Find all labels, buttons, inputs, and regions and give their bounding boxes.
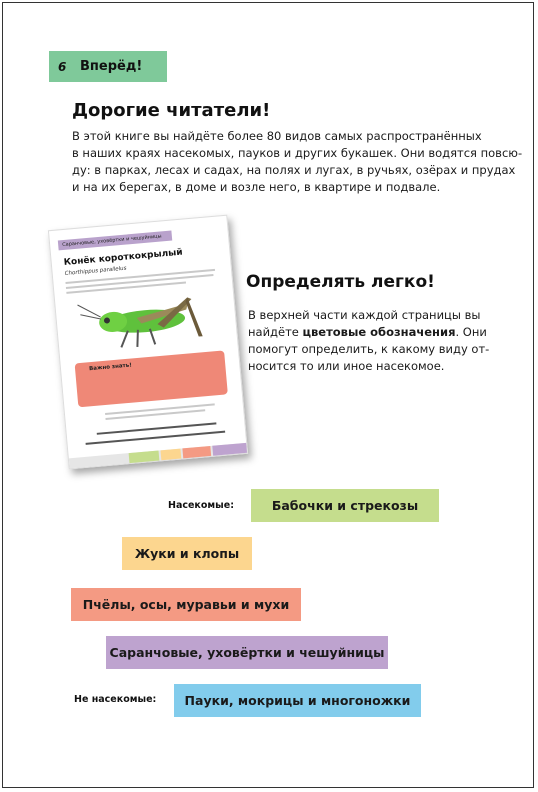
section-header [49, 51, 167, 82]
easy-line [248, 324, 489, 341]
page-number: 6 [58, 59, 67, 74]
easy-line: В верхней части каждой страницы вы [248, 308, 481, 322]
intro-line: ду: в парках, лесах и садах, на полях и лугах, в ручьях, озёрах и прудах [72, 163, 516, 177]
important-note-box [75, 350, 228, 407]
non-insects-label: Не насекомые: [74, 694, 157, 705]
sample-page-tab: Саранчовые, уховёртки и чешуйницы [58, 231, 172, 251]
sample-page-title: Конёк короткокрылый [63, 247, 184, 269]
sample-page-latin: Chorthippus parallelus [64, 265, 127, 277]
insects-label: Насекомые: [168, 500, 235, 511]
intro-paragraph [72, 128, 523, 196]
intro-title: Дорогие читатели! [72, 100, 271, 121]
grasshopper-illustration [75, 285, 220, 357]
easy-line-suffix: . Они [455, 325, 487, 339]
intro-line: и на их берегах, в доме и возле него, в квартире и подвале. [72, 180, 441, 194]
easy-line: помогут определить, к какому виду от- [248, 342, 490, 356]
easy-title: Определять легко! [246, 272, 435, 292]
color-chip [212, 443, 247, 456]
important-note-title: Важно знать! [88, 362, 133, 373]
color-codes-term: цветовые обозначения [302, 325, 456, 339]
category-butterflies: Бабочки и стрекозы [251, 489, 439, 522]
color-chip [129, 450, 160, 463]
easy-line: носится то или иное насекомое. [248, 359, 445, 373]
color-chip [160, 449, 181, 461]
intro-line: в наших краях насекомых, пауков и других букашек. Они водятся повсю- [72, 146, 523, 160]
section-title: Вперёд! [80, 59, 143, 74]
intro-line: В этой книге вы найдёте более 80 видов самых распространённых [72, 129, 482, 143]
category-spiders: Пауки, мокрицы и многоножки [174, 684, 421, 717]
sample-page-thumbnail [48, 215, 248, 470]
easy-line-prefix: найдёте [248, 325, 303, 339]
category-locusts: Саранчовые, уховёртки и чешуйницы [106, 636, 388, 669]
category-beetles: Жуки и клопы [122, 537, 252, 570]
category-bees: Пчёлы, осы, муравьи и мухи [71, 588, 301, 621]
color-chip [182, 446, 211, 458]
easy-paragraph [248, 307, 489, 375]
